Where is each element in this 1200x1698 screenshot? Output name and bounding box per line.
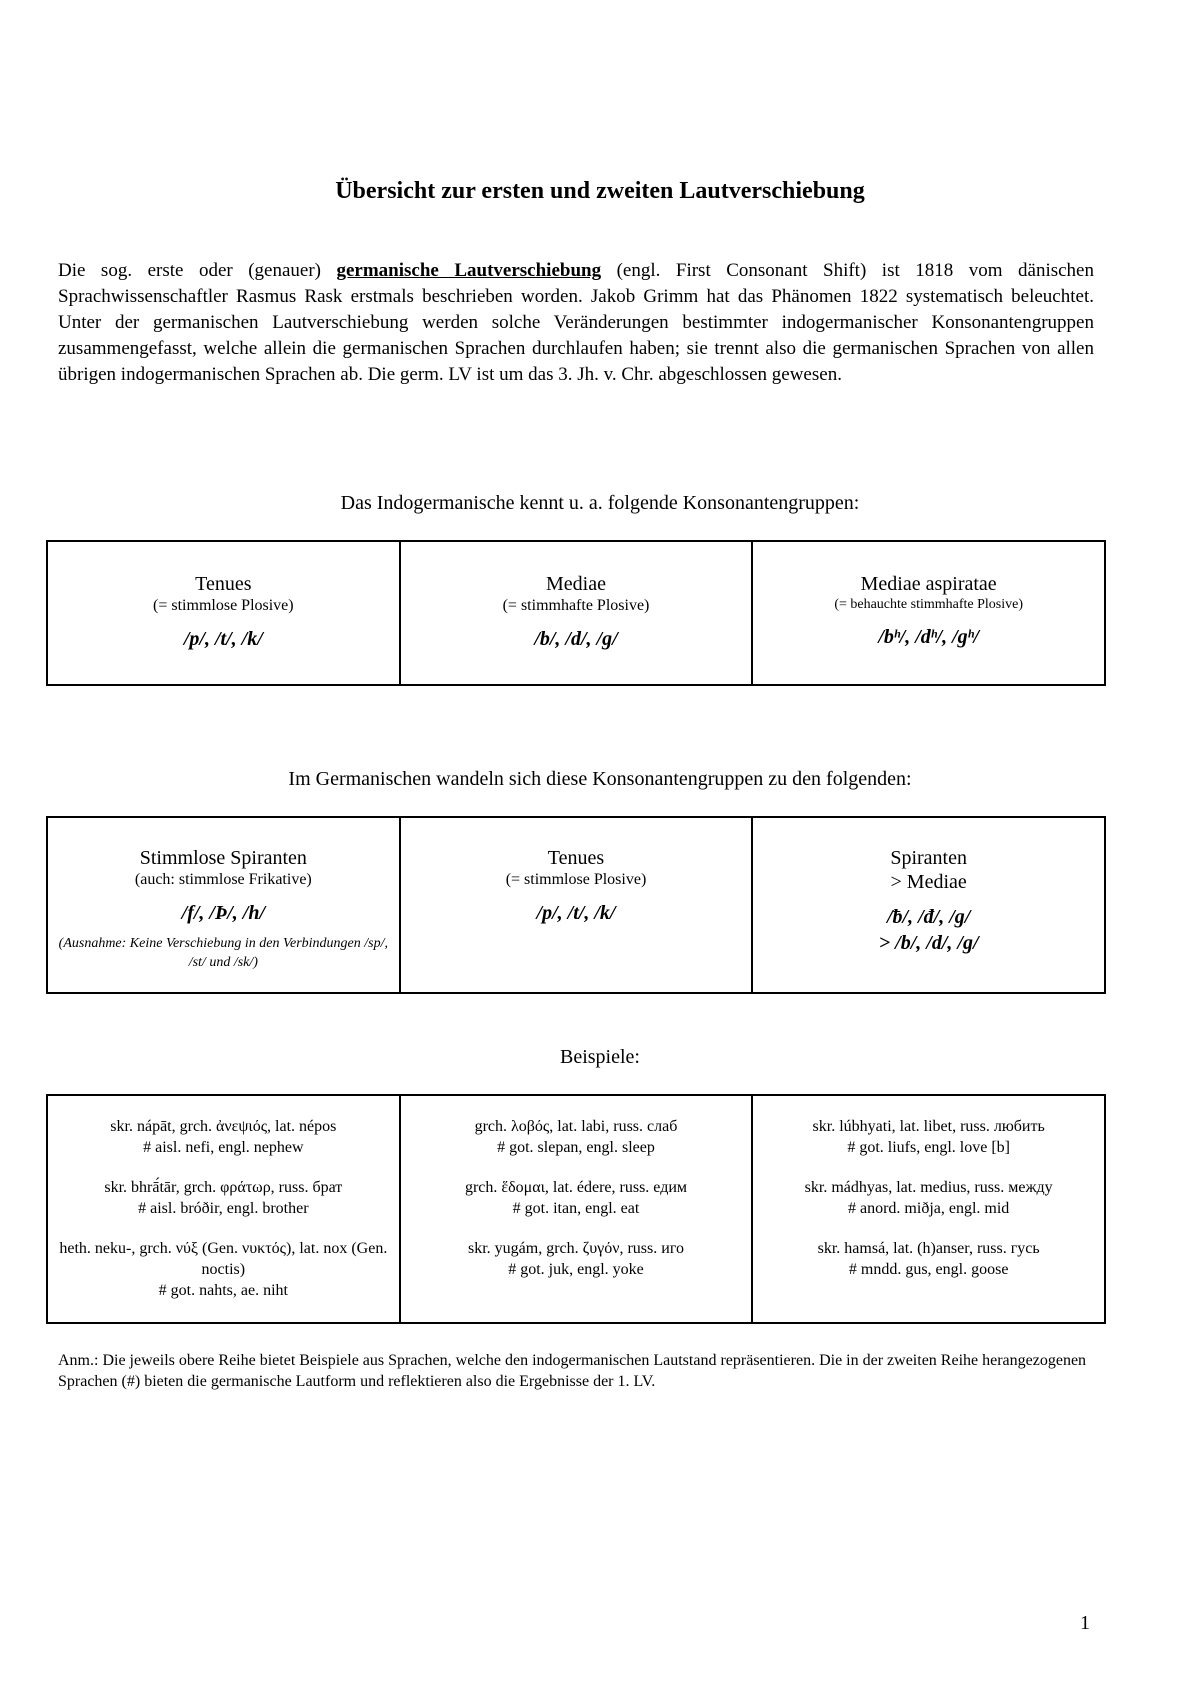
examples-table xyxy=(46,1094,1106,1324)
examples-caption: Beispiele: xyxy=(560,1046,640,1068)
cell-title: Tenues xyxy=(195,573,252,595)
cell-phonemes: /b/, /d/, /g/ xyxy=(534,628,618,650)
cell-title: Mediae xyxy=(545,573,606,595)
intro-term: germanische Lautverschiebung xyxy=(336,260,602,281)
page-title: Übersicht zur ersten und zweiten Lautverschiebung xyxy=(335,178,865,204)
example-germanic: # got. juk, engl. yoke xyxy=(508,1261,644,1278)
example-source: skr. lúbhyati, lat. libet, russ. любить xyxy=(812,1118,1045,1135)
example-germanic: # aisl. nefi, engl. nephew xyxy=(143,1139,304,1156)
intro-after: (engl. First Consonant Shift) ist 1818 vom dänischen Sprachwissenschaftler Rasmus Rask erstmals beschrieben worden. Jakob Grimm hat das Phänomen 1822 systematisch beleuchtet. Unter der germanischen Lautverschiebung werden solche Veränderungen bestimmter indogermanischer Konsonantengruppen zusammengefasst, welche allein die germanischen Sprachen durchlaufen haben; sie trennt also die germanischen Sprachen von allen übrigen indogermanischen Sprachen ab. Die germ. LV ist um das 3. Jh. v. Chr. abgeschlossen gewesen. xyxy=(58,260,1094,385)
examples-column-aspiratae xyxy=(752,1095,1105,1323)
intro-paragraph xyxy=(58,258,1094,388)
germ-cell-tenues xyxy=(400,817,753,993)
footnote: Anm.: Die jeweils obere Reihe bietet Beispiele aus Sprachen, welche den indogermanischen Lautstand repräsentieren. Die in der zweiten Reihe herangezogenen Sprachen (#) bieten die germanische Lautform und reflektieren also die Ergebnisse der 1. LV. xyxy=(58,1352,1087,1390)
example-germanic: # anord. miðja, engl. mid xyxy=(848,1200,1010,1217)
cell-phonemes: /ƀ/, /đ/, /g/ xyxy=(886,906,971,928)
cell-subtitle: (= stimmlose Plosive) xyxy=(505,871,647,888)
cell-title: Mediae aspiratae xyxy=(860,573,997,595)
cell-subtitle: (= behauchte stimmhafte Plosive) xyxy=(834,597,1023,612)
example-entry xyxy=(409,1116,744,1158)
ie-consonant-table xyxy=(46,540,1106,686)
example-source: heth. neku-, grch. νύξ (Gen. νυκτός), lat. nox (Gen. noctis) xyxy=(59,1240,388,1278)
cell-phonemes: /p/, /t/, /k/ xyxy=(536,902,616,924)
ie-cell-mediae-aspiratae xyxy=(752,541,1105,685)
example-source: grch. ἕδομαι, lat. édere, russ. едим xyxy=(464,1179,688,1196)
example-entry xyxy=(56,1116,391,1158)
example-germanic: # mndd. gus, engl. goose xyxy=(848,1261,1009,1278)
cell-phonemes: /bʰ/, /dʰ/, /gʰ/ xyxy=(878,626,979,648)
ie-cell-mediae xyxy=(400,541,753,685)
example-entry xyxy=(761,1116,1096,1158)
examples-column-tenues xyxy=(47,1095,400,1323)
cell-note: (Ausnahme: Keine Verschiebung in den Verbindungen /sp/, /st/ und /sk/) xyxy=(58,936,388,970)
cell-phonemes: /p/, /t/, /k/ xyxy=(183,628,263,650)
example-source: skr. yugám, grch. ζυγόν, russ. иго xyxy=(467,1240,684,1257)
example-entry xyxy=(761,1177,1096,1219)
cell-subtitle: (= stimmhafte Plosive) xyxy=(502,597,650,614)
example-entry xyxy=(761,1238,1096,1280)
example-germanic: # got. itan, engl. eat xyxy=(512,1200,640,1217)
cell-title: Spiranten xyxy=(890,847,967,869)
cell-subtitle: (auch: stimmlose Frikative) xyxy=(134,871,312,888)
cell-subtitle: (= stimmlose Plosive) xyxy=(153,597,294,614)
example-source: skr. bhrā́tār, grch. φράτωρ, russ. брат xyxy=(104,1179,343,1196)
examples-column-mediae xyxy=(400,1095,753,1323)
example-germanic: # aisl. bróðir, engl. brother xyxy=(138,1200,309,1217)
example-germanic: # got. nahts, ae. niht xyxy=(158,1282,288,1299)
cell-subtitle: > Mediae xyxy=(890,871,967,893)
cell-phonemes: /f/, /Þ/, /h/ xyxy=(181,902,265,924)
page-number: 1 xyxy=(1080,1612,1090,1634)
ie-cell-tenues xyxy=(47,541,400,685)
example-source: skr. hamsá, lat. (h)anser, russ. гусь xyxy=(817,1240,1040,1257)
intro-before: Die sog. erste oder (genauer) xyxy=(58,260,337,281)
ie-caption: Das Indogermanische kennt u. a. folgende Konsonantengruppen: xyxy=(340,492,860,514)
table-row xyxy=(47,1095,1105,1323)
example-entry xyxy=(409,1238,744,1280)
example-germanic: # got. liufs, engl. love [b] xyxy=(847,1139,1010,1156)
example-source: skr. nápāt, grch. ἀνεψιός, lat. népos xyxy=(110,1118,337,1135)
cell-phonemes-result: > /b/, /d/, /g/ xyxy=(878,932,979,954)
cell-title: Stimmlose Spiranten xyxy=(139,847,307,869)
example-germanic: # got. slepan, engl. sleep xyxy=(497,1139,655,1156)
example-entry xyxy=(56,1177,391,1219)
germ-cell-stimmlose-spiranten xyxy=(47,817,400,993)
germ-consonant-table xyxy=(46,816,1106,994)
cell-title: Tenues xyxy=(547,847,605,869)
example-source: grch. λοβός, lat. labi, russ. слаб xyxy=(474,1118,678,1135)
germ-caption: Im Germanischen wandeln sich diese Konsonantengruppen zu den folgenden: xyxy=(288,768,912,790)
example-entry xyxy=(56,1238,391,1301)
germ-cell-spiranten xyxy=(752,817,1105,993)
example-source: skr. mádhyas, lat. medius, russ. между xyxy=(804,1179,1053,1196)
table-row xyxy=(47,817,1105,993)
table-row xyxy=(47,541,1105,685)
example-entry xyxy=(409,1177,744,1219)
